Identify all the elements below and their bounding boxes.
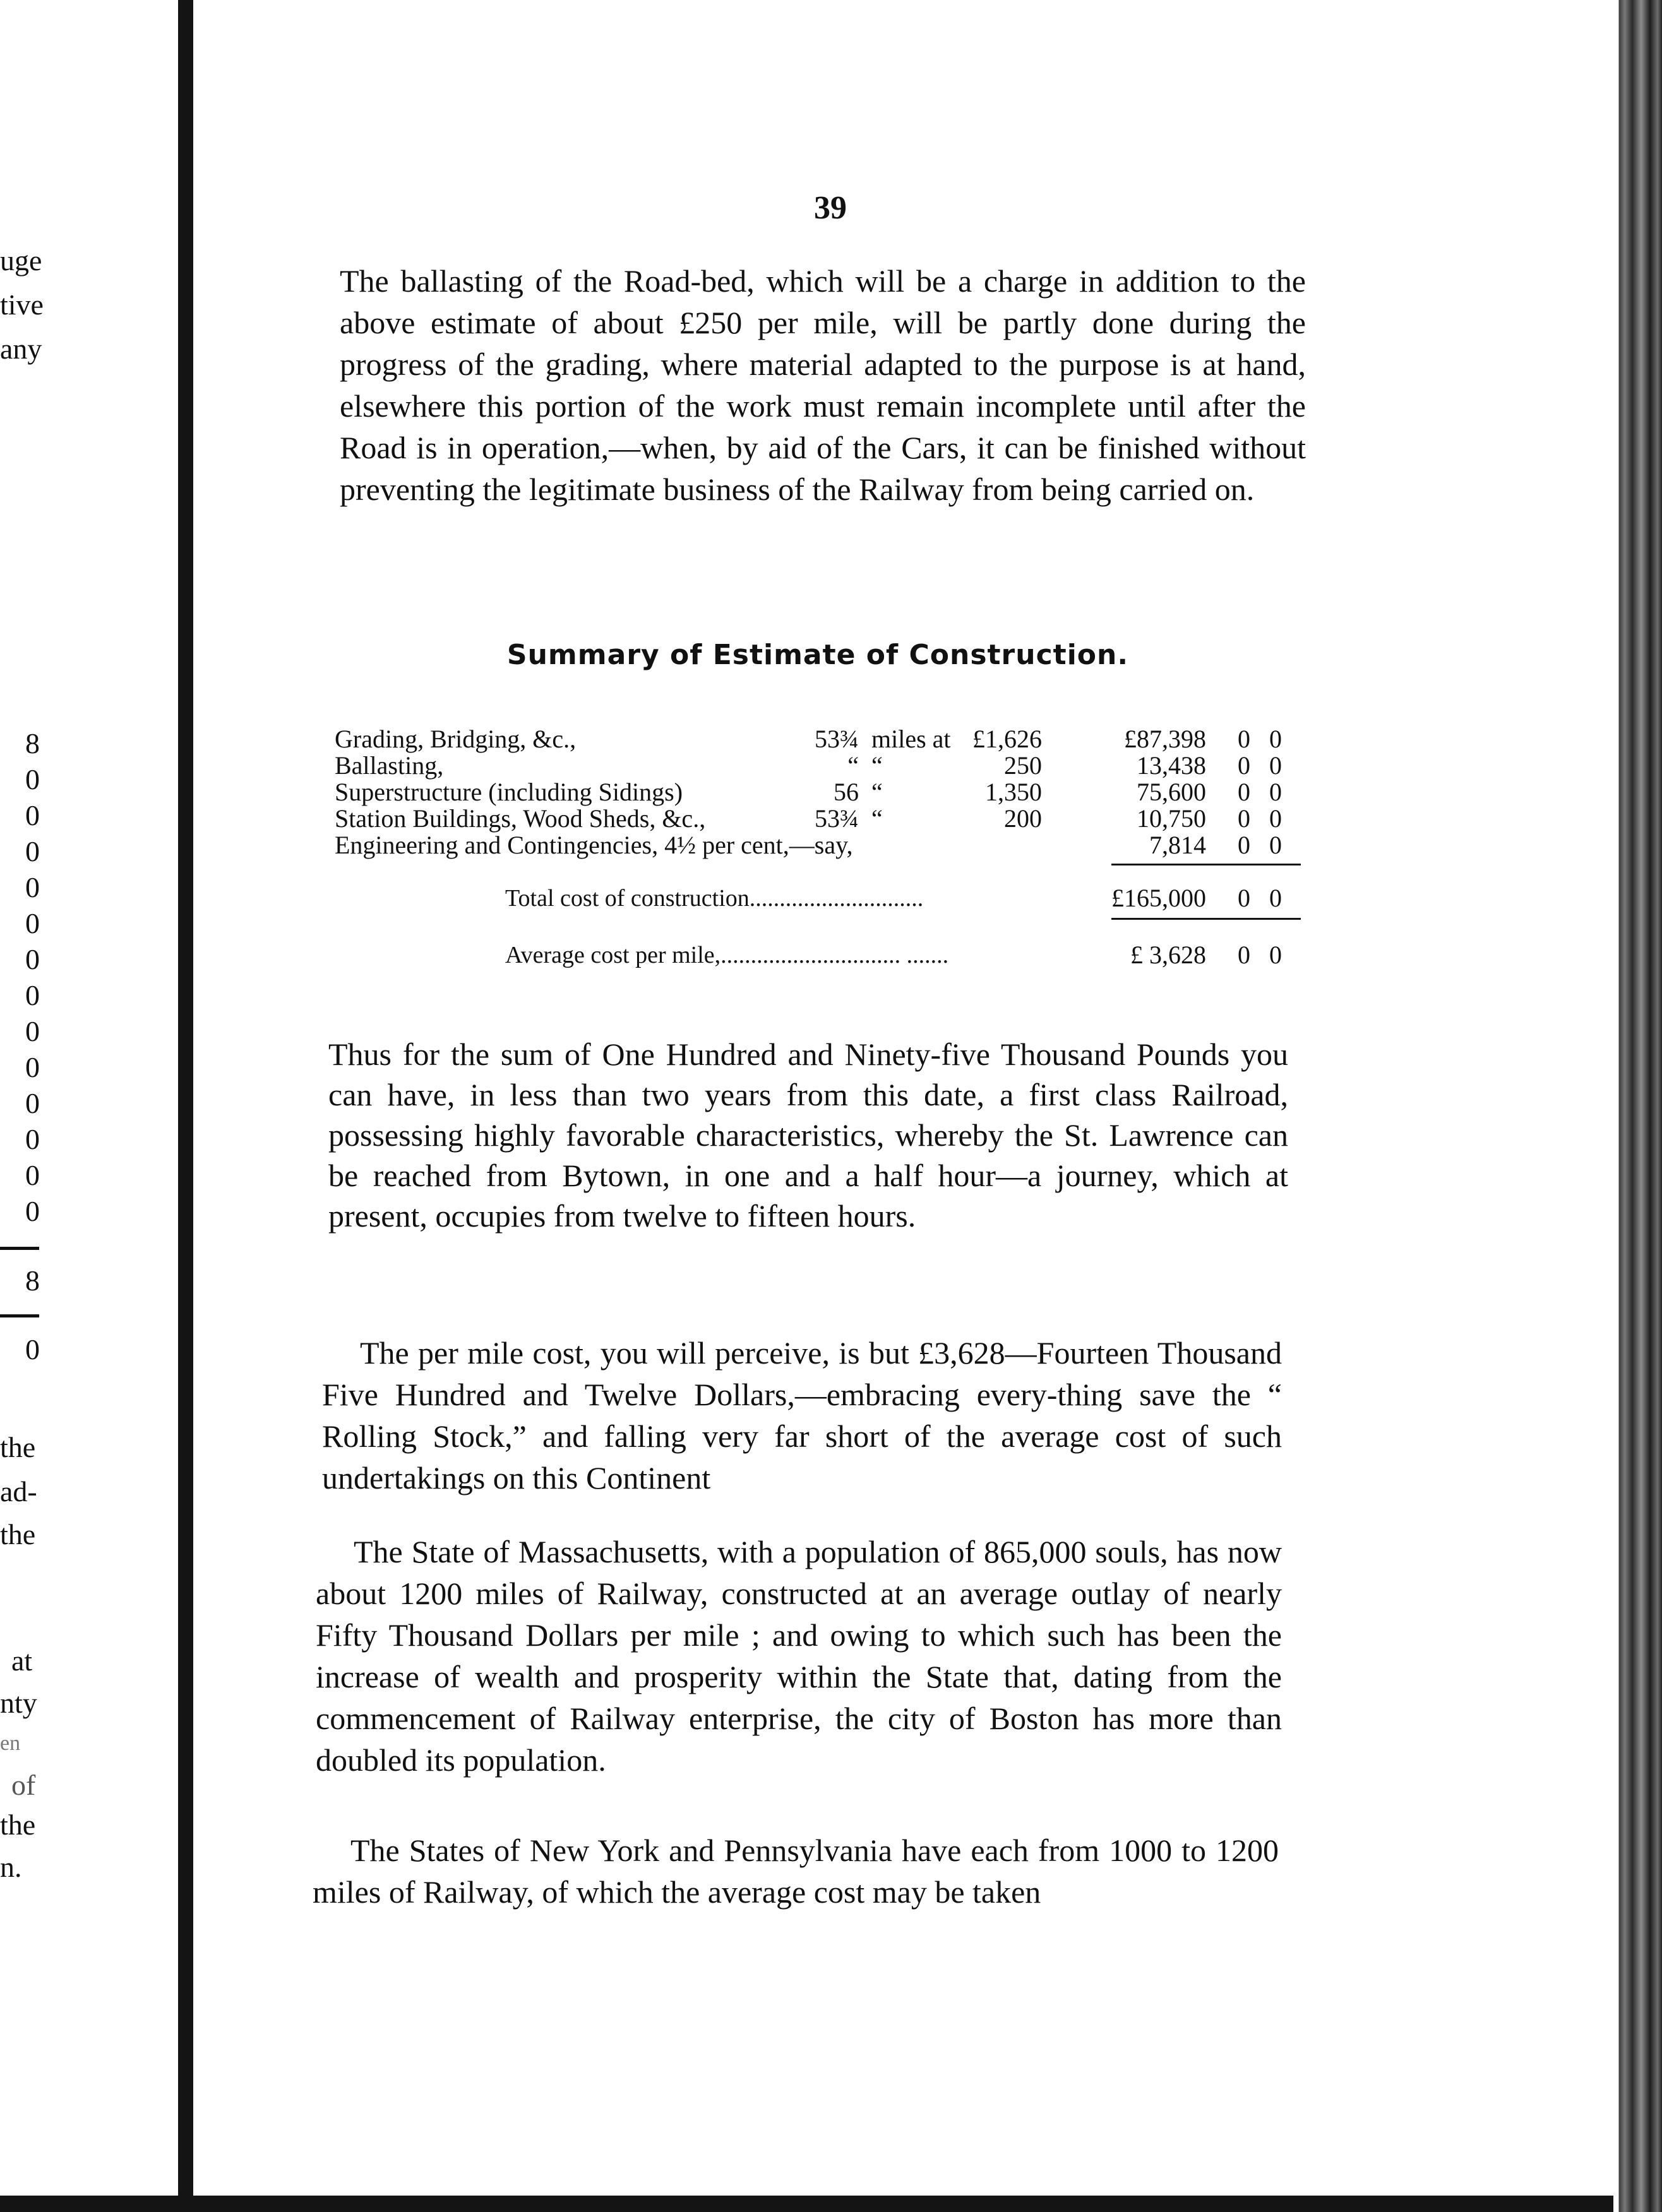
estimate-qty: 53¾ bbox=[815, 804, 859, 833]
fragment-text: ad- bbox=[0, 1475, 37, 1507]
average-label: Average cost per mile,.............................. ....... bbox=[505, 942, 949, 968]
estimate-rate: £1,626 bbox=[972, 725, 1042, 753]
estimate-row bbox=[335, 779, 1301, 806]
estimate-heading: Summary of Estimate of Construction. bbox=[506, 639, 1129, 671]
total-rule bbox=[1111, 918, 1301, 920]
page-number: 39 bbox=[814, 190, 847, 226]
estimate-item: Grading, Bridging, &c., bbox=[335, 725, 577, 753]
estimate-qty: 53¾ bbox=[815, 725, 859, 753]
estimate-amount: 10,750 bbox=[1137, 804, 1206, 833]
paragraph-new-york: The States of New York and Pennsylvania have each from 1000 to 1200 miles of Railway, of which the average cost may be taken bbox=[313, 1833, 1279, 1910]
estimate-item: Ballasting, bbox=[335, 751, 444, 780]
fragment-text: nty bbox=[0, 1687, 37, 1719]
estimate-unit: “ bbox=[871, 751, 883, 780]
fragment-digit: 0 bbox=[25, 1051, 40, 1083]
total-amount: £165,000 bbox=[1111, 884, 1206, 912]
fragment-text: n. bbox=[0, 1851, 22, 1883]
fragment-digit: 0 bbox=[25, 979, 40, 1011]
average-amount: £ 3,628 bbox=[1130, 941, 1206, 969]
estimate-item: Engineering and Contingencies, 4½ per cent,—say, bbox=[335, 831, 853, 859]
binding-gutter bbox=[178, 0, 193, 2212]
average-shillings: 0 bbox=[1238, 941, 1250, 969]
estimate-amount: £87,398 bbox=[1124, 725, 1206, 753]
fragment-digit: 0 bbox=[25, 763, 40, 795]
estimate-pence: 0 bbox=[1269, 751, 1282, 780]
paragraph-massachusetts: The State of Massachusetts, with a population of 865,000 souls, has now about 1200 miles of Railway, constructed at an average outlay of nearly Fifty Thousand Dollars per mile ; and owing to which such has been the increase of wealth and prosperity within the State that, dating from the commencement of Railway enterprise, the city of Boston has more than doubled its population. bbox=[316, 1534, 1282, 1778]
fragment-text: any bbox=[0, 333, 42, 365]
fragment-text: uge bbox=[0, 244, 42, 276]
estimate-amount: 75,600 bbox=[1137, 778, 1206, 806]
fragment-rule bbox=[0, 1314, 39, 1317]
facing-page-fragments bbox=[0, 0, 178, 2196]
total-row bbox=[335, 885, 1301, 912]
page-stack-edge bbox=[1613, 0, 1662, 2212]
paragraph-ballasting: The ballasting of the Road-bed, which will be a charge in addition to the above estimate of about £250 per mile, will be partly done during the progress of the grading, where material adapted to the purpose is at hand, elsewhere this portion of the work must remain incomplete until after the Road is in operation,—when, by aid of the Cars, it can be finished without preventing the legitimate business of the Railway from being carried on. bbox=[340, 263, 1306, 507]
fragment-digit: 0 bbox=[25, 1015, 40, 1047]
fragment-digit: 0 bbox=[25, 1333, 40, 1365]
sum-rule bbox=[1111, 864, 1301, 865]
fragment-text: at bbox=[11, 1644, 33, 1677]
estimate-shillings: 0 bbox=[1238, 725, 1250, 753]
fragment-text: the bbox=[0, 1431, 36, 1463]
estimate-item: Superstructure (including Sidings) bbox=[335, 778, 683, 806]
estimate-shillings: 0 bbox=[1238, 778, 1250, 806]
scan-bottom-edge bbox=[0, 2196, 1662, 2212]
paragraph-thus: Thus for the sum of One Hundred and Ninety-five Thousand Pounds you can have, in less than two years from this date, a first class Railroad, possessing highly favorable characteristics, whereby the St. Lawrence can be reached from Bytown, in one and a half hour—a journey, which at present, occupies from twelve to fifteen hours. bbox=[328, 1037, 1288, 1234]
fragment-text: en bbox=[0, 1732, 21, 1755]
fragment-text: the bbox=[0, 1809, 36, 1841]
fragment-rule bbox=[0, 1247, 39, 1250]
fragment-digit: 8 bbox=[25, 1264, 40, 1297]
estimate-pence: 0 bbox=[1269, 725, 1282, 753]
fragment-digit: 0 bbox=[25, 799, 40, 831]
estimate-shillings: 0 bbox=[1238, 831, 1250, 859]
estimate-unit: “ bbox=[871, 778, 883, 806]
estimate-item: Station Buildings, Wood Sheds, &c., bbox=[335, 804, 706, 833]
estimate-row bbox=[335, 806, 1301, 832]
fragment-digit: 0 bbox=[25, 871, 40, 903]
estimate-pence: 0 bbox=[1269, 804, 1282, 833]
fragment-digit: 0 bbox=[25, 835, 40, 867]
estimate-amount: 7,814 bbox=[1149, 831, 1206, 859]
estimate-amount: 13,438 bbox=[1137, 751, 1206, 780]
estimate-rate: 250 bbox=[1004, 751, 1042, 780]
estimate-row bbox=[335, 752, 1301, 779]
estimate-unit: “ bbox=[871, 804, 883, 833]
estimate-unit: miles at bbox=[871, 725, 951, 753]
estimate-pence: 0 bbox=[1269, 778, 1282, 806]
total-pence: 0 bbox=[1269, 884, 1282, 912]
fragment-digit: 0 bbox=[25, 1195, 40, 1227]
total-label: Total cost of construction............................. bbox=[505, 885, 924, 912]
paragraph-per-mile-cost: The per mile cost, you will perceive, is but £3,628—Fourteen Thousand Five Hundred and Twelve Dollars,—embracing every-thing save the “ Rolling Stock,” and falling very far short of the average cost of such undertakings on this Continent bbox=[322, 1335, 1282, 1495]
fragment-digit: 8 bbox=[25, 727, 40, 759]
estimate-pence: 0 bbox=[1269, 831, 1282, 859]
fragment-text: the bbox=[0, 1518, 36, 1550]
fragment-digit: 0 bbox=[25, 907, 40, 939]
fragment-digit: 0 bbox=[25, 943, 40, 975]
estimate-shillings: 0 bbox=[1238, 804, 1250, 833]
estimate-shillings: 0 bbox=[1238, 751, 1250, 780]
estimate-row bbox=[335, 726, 1301, 752]
fragment-digit: 0 bbox=[25, 1087, 40, 1119]
average-row bbox=[335, 942, 1301, 968]
average-pence: 0 bbox=[1269, 941, 1282, 969]
fragment-text: tive bbox=[0, 288, 44, 321]
fragment-digit: 0 bbox=[25, 1123, 40, 1155]
estimate-qty: “ bbox=[847, 751, 859, 780]
estimate-row bbox=[335, 832, 1301, 859]
estimate-rate: 1,350 bbox=[985, 778, 1042, 806]
fragment-digit: 0 bbox=[25, 1159, 40, 1191]
total-shillings: 0 bbox=[1238, 884, 1250, 912]
estimate-qty: 56 bbox=[834, 778, 859, 806]
fragment-text: of bbox=[11, 1769, 36, 1801]
estimate-rate: 200 bbox=[1004, 804, 1042, 833]
